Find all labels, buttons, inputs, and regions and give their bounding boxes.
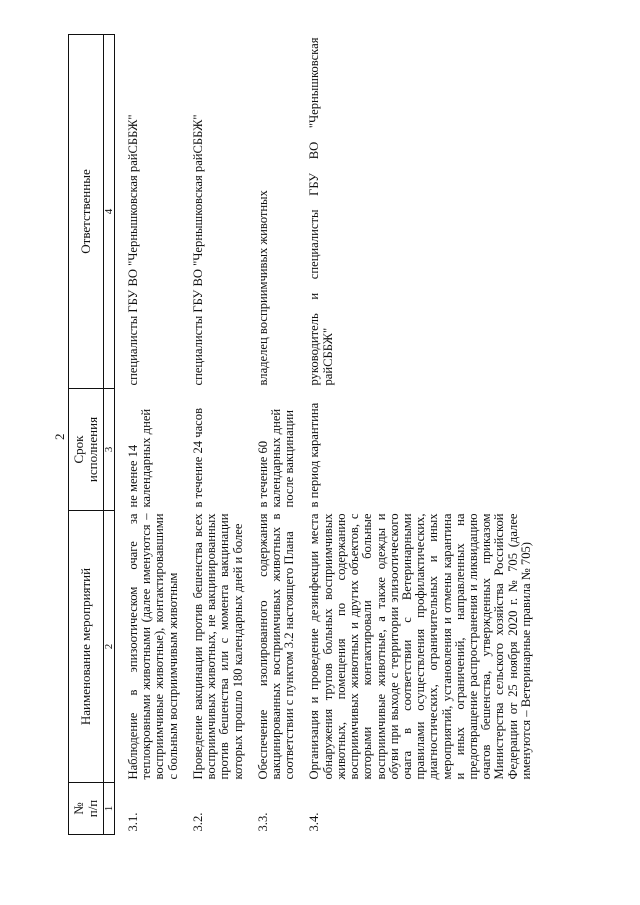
table-row	[115, 35, 180, 835]
row-responsible: специалисты ГБУ ВО "Чернышковская райСББЖ"	[126, 114, 140, 386]
row-term: в течение 24 часов	[190, 407, 205, 508]
column-number: 3	[104, 389, 115, 511]
header-measure-name: Наименование мероприятий	[69, 511, 104, 783]
row-number: 3.1.	[126, 812, 140, 832]
row-term: в течение 60 календарных дней после вакцинации	[255, 408, 297, 508]
row-number: 3.2.	[190, 812, 205, 832]
row-term: в период карантина	[307, 402, 322, 508]
header-term: Срок исполнения	[69, 389, 104, 511]
row-responsible: руководитель и специалисты ГБУ ВО "Чернышковская райСББЖ"	[307, 37, 335, 386]
row-measure-name: Организация и проведение дезинфекции места обнаружения трупов больных восприимчивых животных, помещения по содержанию восприимчивых животных и других объектов, с которыми контактировали больные восприимчивые животные, а также одежды и обуви при выходе с территории эпизоотического очага в соответствии с Ветеринарными правилами осуществления профилактических, диагностических, ограничительных и иных мероприятий, установления и отмены карантина и иных ограничений, направленных на предотвращение распространения и ликвидацию очагов бешенства, утвержденных приказом Министерства сельского хозяйства Российской Федерации от 25 ноября 2020 г. № 705 (далее именуются – Ветеринарные правила № 705)	[307, 513, 533, 780]
header-responsible: Ответственные	[69, 35, 104, 389]
table-row	[245, 35, 297, 835]
rotated-page-content	[68, 35, 588, 835]
row-term: не менее 14 календарных дней	[126, 408, 154, 508]
column-number: 1	[104, 783, 115, 835]
row-measure-name: Проведение вакцинации против бешенства всех восприимчивых животных, не вакцинированных против бешенства или с момента вакцинации которых прошло 180 календарных дней и более	[190, 513, 245, 780]
page-number: 2	[52, 433, 67, 440]
row-responsible: владелец восприимчивых животных	[255, 190, 270, 386]
row-number: 3.4.	[307, 812, 322, 832]
column-number: 4	[104, 35, 115, 389]
row-responsible: специалисты ГБУ ВО "Чернышковская райСББЖ"	[190, 114, 205, 386]
table-row	[180, 35, 245, 835]
row-number: 3.3.	[255, 812, 270, 832]
column-number: 2	[104, 511, 115, 783]
row-measure-name: Обеспечение изолированного содержания вакцинированных восприимчивых животных в соответствии с пунктом 3.2 настоящего Плана	[255, 513, 297, 780]
measures-table	[68, 34, 533, 835]
header-number: № п/п	[69, 783, 104, 835]
row-measure-name: Наблюдение в эпизоотическом очаге за теплокровными животными (далее именуются – восприимчивые животные), контактировавшими с больным восприимчивым животным	[126, 513, 180, 780]
column-number-row	[104, 35, 115, 835]
table-header-row	[69, 35, 104, 835]
table-row	[296, 35, 533, 835]
